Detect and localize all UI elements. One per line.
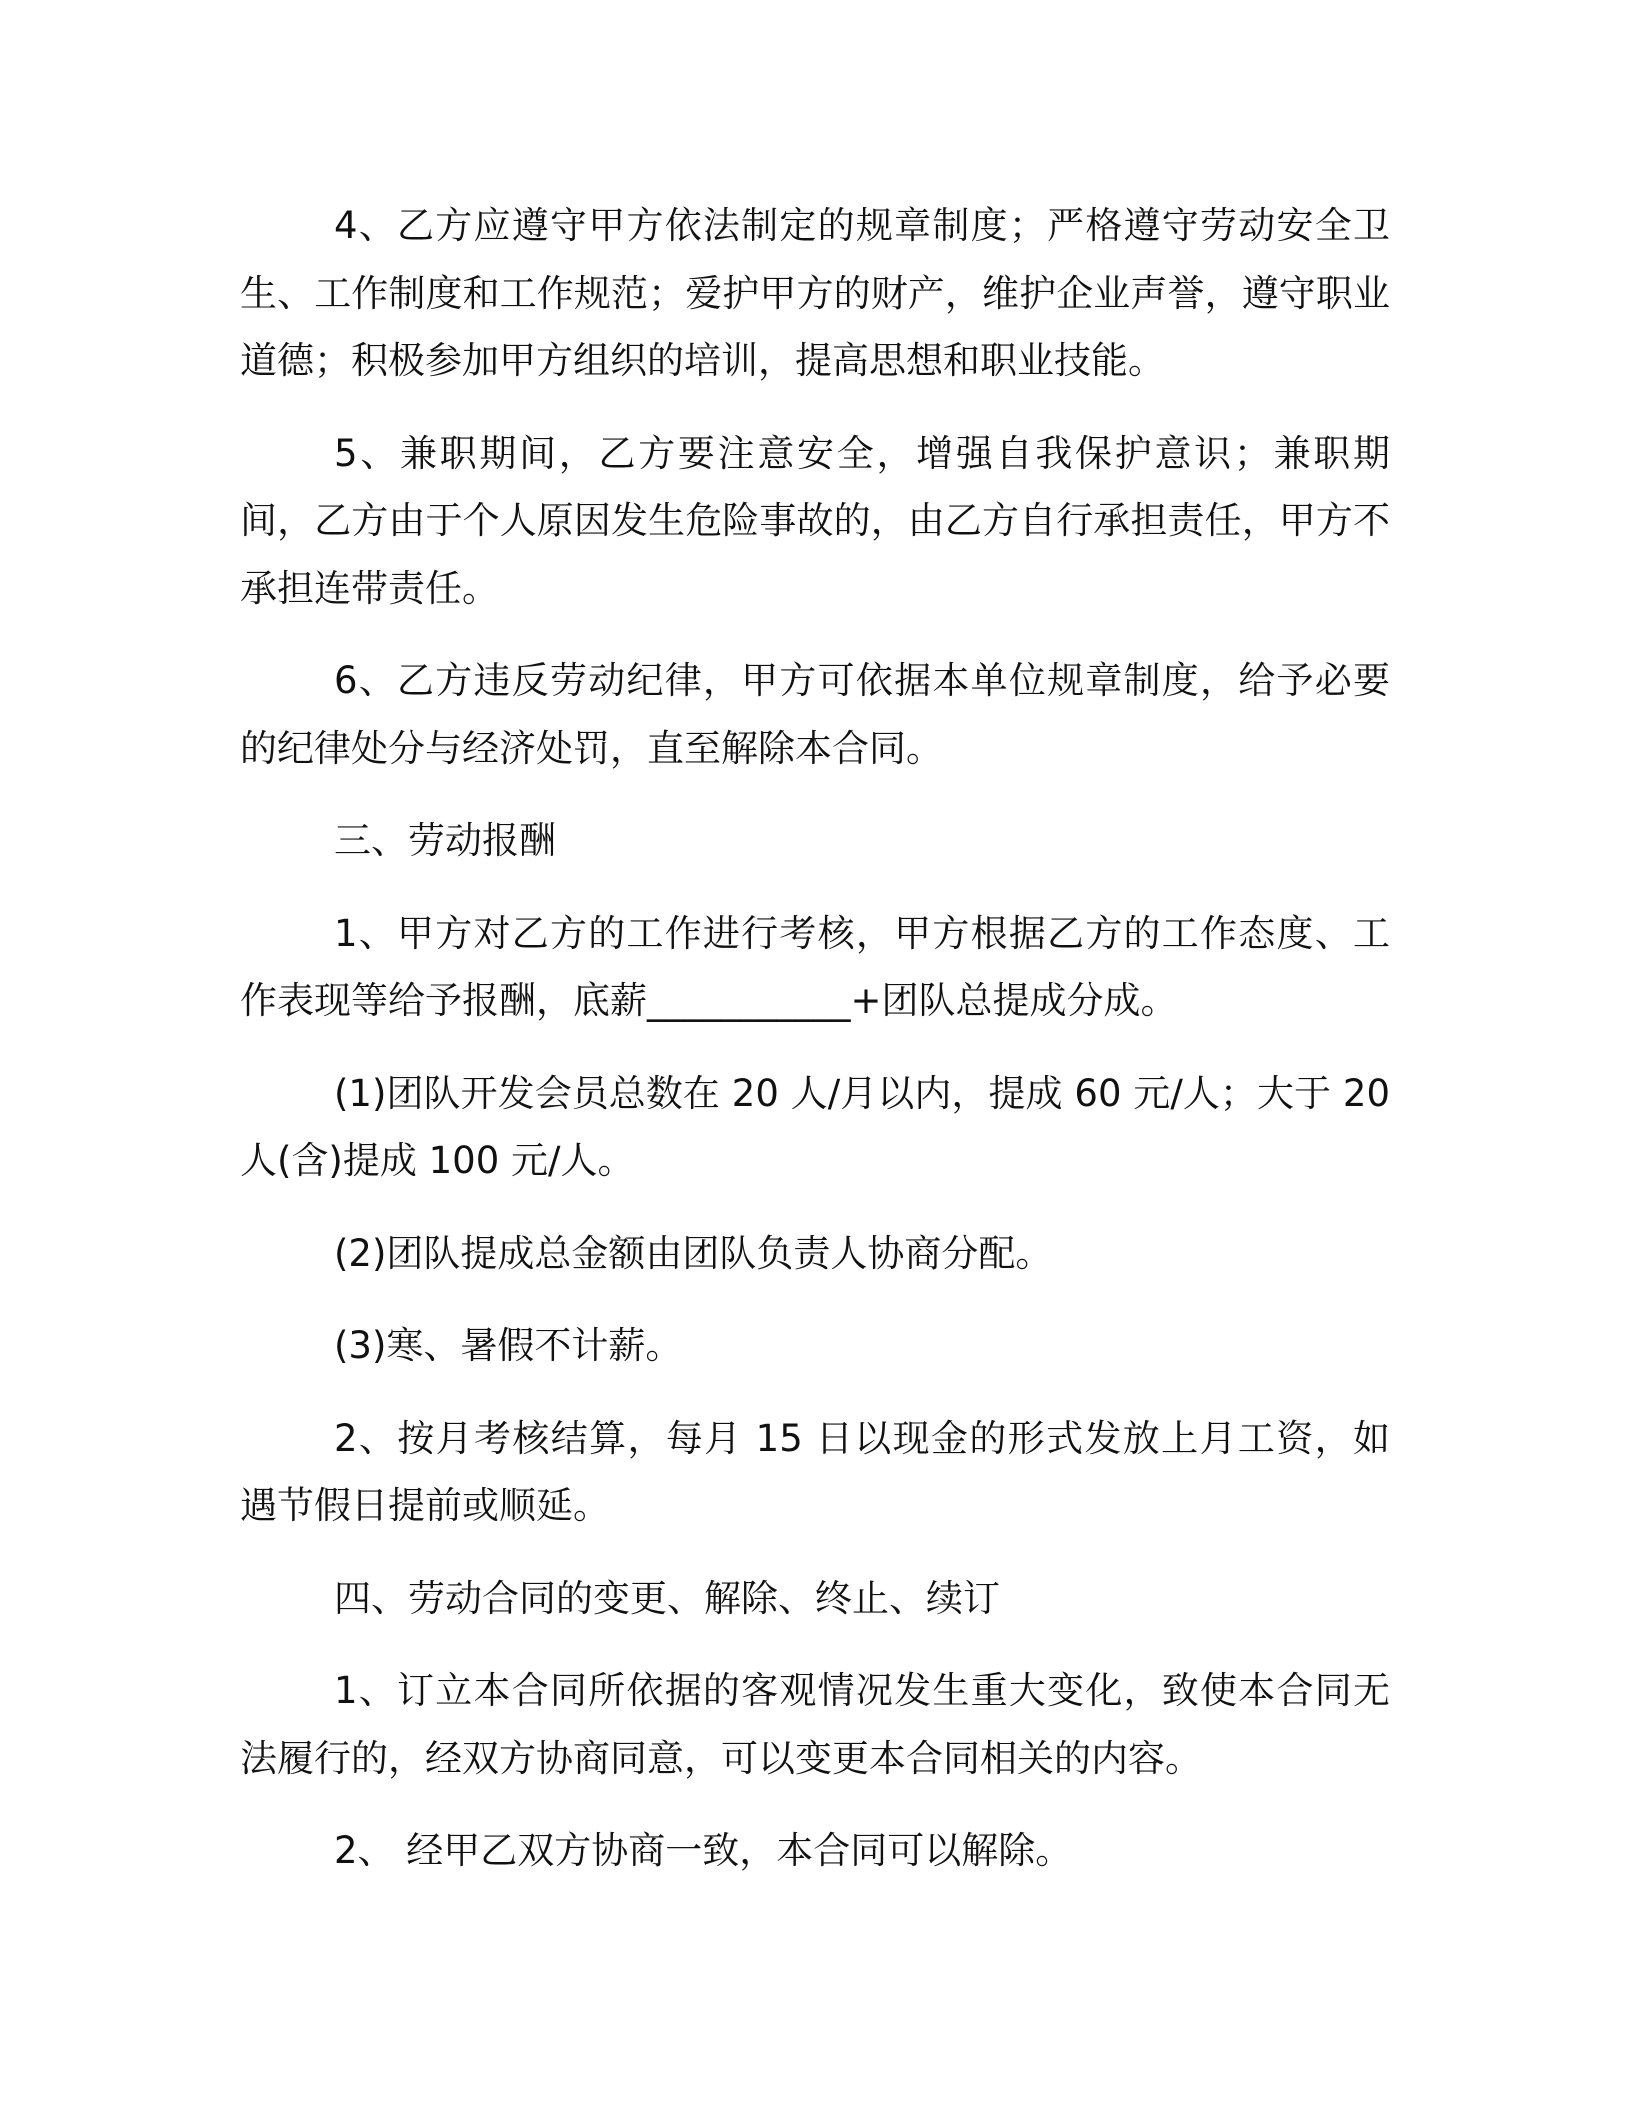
section-heading-contract-changes: 四、劳动合同的变更、解除、终止、续订 [334,1576,1000,1620]
compensation-item-1-paragraph: (1)团队开发会员总数在 20 人/月以内，提成 60 元/人；大于 20 人(含)提成 100 元/人。 [240,1071,1390,1182]
compensation-item-3-paragraph: (3)寒、暑假不计薪。 [334,1324,683,1367]
compensation-clause-1-paragraph: 1、甲方对乙方的工作进行考核，甲方根据乙方的工作态度、工作表现等给予报酬，底薪___________+团队总提成分成。 [240,911,1390,1022]
clause-5-paragraph: 5、兼职期间，乙方要注意安全，增强自我保护意识；兼职期间，乙方由于个人原因发生危险事故的，由乙方自行承担责任，甲方不承担连带责任。 [240,431,1390,610]
section-heading-compensation: 三、劳动报酬 [334,819,556,862]
compensation-item-2-paragraph: (2)团队提成总金额由团队负责人协商分配。 [334,1231,1053,1275]
clause-6-paragraph: 6、乙方违反劳动纪律，甲方可依据本单位规章制度，给予必要的纪律处分与经济处罚，直至解除本合同。 [240,659,1390,770]
compensation-clause-2-paragraph: 2、按月考核结算，每月 15 日以现金的形式发放上月工资，如遇节假日提前或顺延。 [240,1416,1390,1527]
document-page [240,192,1390,1910]
contract-clause-1-paragraph: 1、订立本合同所依据的客观情况发生重大变化，致使本合同无法履行的，经双方协商同意，可以变更本合同相关的内容。 [240,1669,1390,1780]
contract-clause-2-paragraph: 2、 经甲乙双方协商一致，本合同可以解除。 [334,1829,1073,1872]
clause-4-paragraph: 4、乙方应遵守甲方依法制定的规章制度；严格遵守劳动安全卫生、工作制度和工作规范；爱护甲方的财产，维护企业声誉，遵守职业道德；积极参加甲方组织的培训，提高思想和职业技能。 [240,204,1390,382]
